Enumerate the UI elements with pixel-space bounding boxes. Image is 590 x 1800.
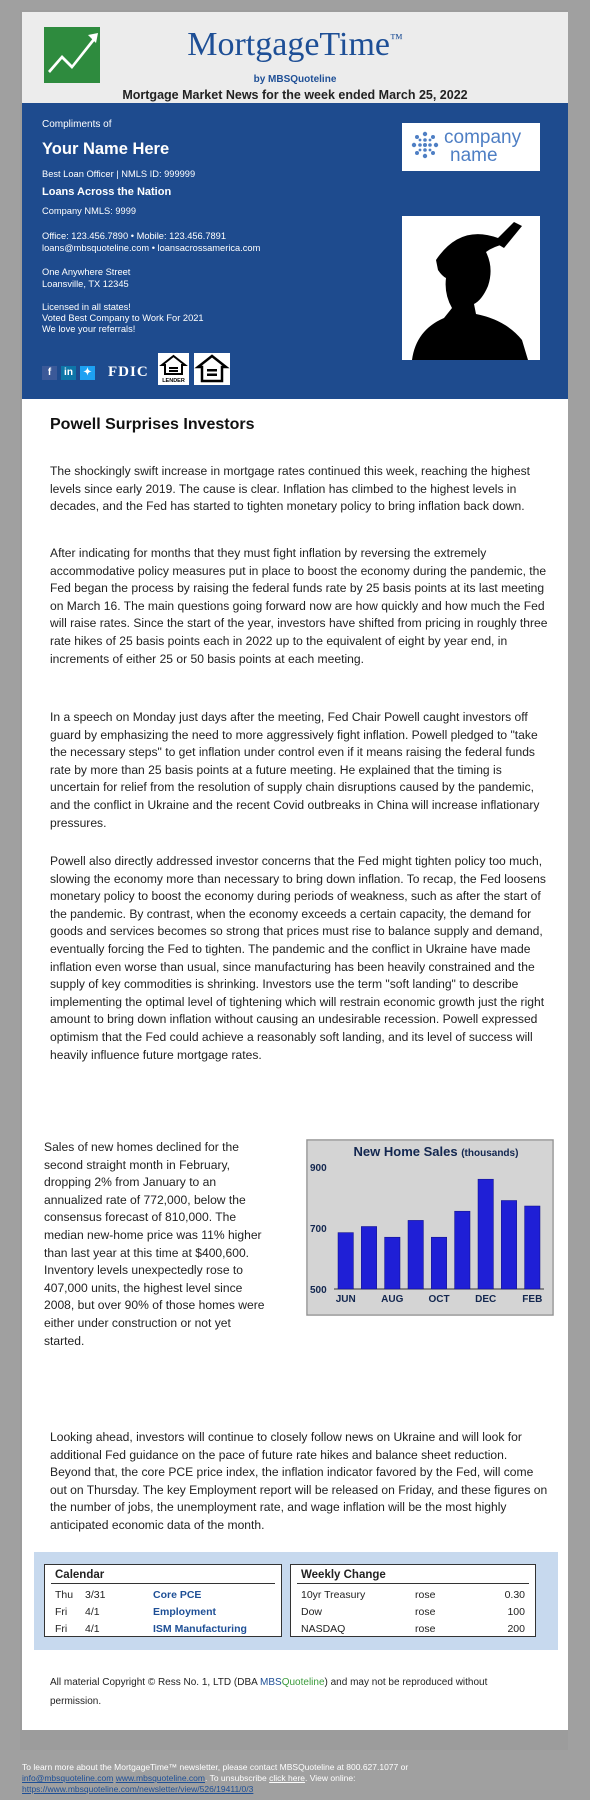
calendar-title: Calendar [55,1569,105,1581]
voted-note: Voted Best Company to Work For 2021 [42,313,204,323]
company-logo-icon [408,128,442,162]
weekly-change-table [290,1564,536,1637]
y-tick-label: 700 [310,1224,327,1235]
calendar-date: 3/31 [85,1589,106,1601]
compliments-label: Compliments of [42,119,112,130]
divider [297,1583,529,1584]
article-paragraph: The shockingly swift increase in mortgage rates continued this week, reaching the highest levels since early 2019. The cause is clear. Inflation has climbed to the highest levels in decades, and the Fed has started to tighten monetary policy to bring inflation back down. [50,464,530,514]
footer-text: To learn more about the MortgageTime™ newsletter, please contact MBSQuoteline at 800.627.1077 or [22,1762,409,1772]
chart-bar-dec [478,1179,493,1289]
weekly-item: Dow [301,1606,323,1618]
company-logo-text: company name [444,127,522,166]
article-paragraph: After indicating for months that they must fight inflation by reversing the extremely accommodative policy measures put in place to boost the economy during the pandemic, the Fed began the process by raising the federal funds rate by 25 basis points at its last meeting on March 16. The main questions going forward now are how quickly and how much the Fed will raise rates. Since the start of the year, investors have shifted from pricing in roughly three rate hikes of 25 basis points each in 2022 up to the equivalent of eight by year end, in increments of either 25 or 50 basis points at each meeting. [50,546,548,666]
footer-text: . To unsubscribe [205,1773,267,1783]
referrals-note: We love your referrals! [42,324,136,334]
licensed-note: Licensed in all states! [42,302,131,312]
newsletter-header [22,12,568,103]
divider [51,1583,275,1584]
facebook-icon[interactable]: f [42,366,57,380]
copyright-notice: All material Copyright © Ress No. 1, LTD (DBA MBSQuoteline) and may not be reproduced without permission. [50,1677,488,1707]
weekly-value: 0.30 [504,1589,525,1601]
svg-text:LENDER: LENDER [162,378,185,384]
x-tick-label: DEC [475,1294,497,1305]
newsletter-subtitle: Mortgage Market News for the week ended March 25, 2022 [122,88,468,102]
chart-bar-jun [338,1233,353,1289]
article-paragraph: In a speech on Monday just days after the meeting, Fed Chair Powell caught investors off guard by emphasizing the need to more aggressively fight inflation. Powell pledged to "take the necessary steps" to get inflation under control even if it means raising the federal funds rate by more than 25 basis points at a future meeting. He explained that the timing is uncertain for relief from the resolution of supply chain disruptions caused by the pandemic, and the conflict in Ukraine and the recent Covid outbreaks in China will increase inflationary pressures. [50,710,540,830]
article-paragraph: Powell also directly addressed investor concerns that the Fed might tighten policy too much, slowing the economy more than necessary to bring down inflation. To recap, the Fed loosens monetary policy to boost the economy during periods of weakness, such as after the start of the pandemic. By contrast, when the economy exceeds a certain capacity, the demand for goods and services becomes so strong that prices must rise to balance supply and demand, eventually forcing the Fed to tighten. The pandemic and the conflict in Ukraine have made inflation even worse than usual, since manufacturing has been heavily constrained and the supply of key commodities is shrinking. Investors use the term "soft landing" to describe implementing the optimal level of tightening which will restrain economic growth just the right amount to bring down inflation without causing an undesirable recession. Powell expressed optimism that the Fed could achieve a reasonably soft landing, and its level of success will heavily influence future mortgage rates. [50,854,546,1062]
footer-email-link[interactable]: info@mbsquoteline.com [22,1773,114,1783]
weekly-item: 10yr Treasury [301,1589,366,1601]
company-nmls: Company NMLS: 9999 [42,206,137,216]
chart-bar-jan [501,1201,516,1290]
article-title: Powell Surprises Investors [50,416,255,433]
agent-photo [402,216,540,360]
unsubscribe-link[interactable]: click here [269,1773,306,1783]
calendar-event: Employment [153,1606,217,1618]
calendar-date: 4/1 [85,1623,100,1635]
twitter-icon[interactable]: ✦ [80,366,95,380]
calendar-day: Fri [55,1623,68,1635]
outlook-paragraph: Looking ahead, investors will continue to closely follow news on Ukraine and will look for additional Fed guidance on the pace of future rate hikes and balance sheet reduction. Beyond that, the core PCE price index, the inflation indicator favored by the Fed, will come out on Thursday. The key Employment report will be released on Friday, and these figures on the number of jobs, the unemployment rate, and wage inflation will be the most highly anticipated economic data of the month. [50,1430,548,1532]
agent-street: One Anywhere Street [42,267,131,277]
footer-site-link[interactable]: www.mbsquoteline.com [115,1773,205,1783]
x-tick-label: AUG [381,1294,404,1305]
chart-bar-oct [431,1237,446,1289]
chart-bar-feb [525,1206,540,1289]
chart-svg [306,1139,554,1316]
weekly-direction: rose [415,1606,436,1618]
new-home-sales-text: Sales of new homes declined for the second straight month in February, dropping 2% from January to an annualized rate of 772,000, below the consensus forecast of 810,000. The median new-home price was 11% higher than last year at this time at $400,600. Inventory levels unexpectedly rose to 407,000 units, the highest level since 2008, but over 90% of those homes were either under construction or not yet started. [44,1140,265,1348]
brand-by-line: by MBSQuoteline [253,74,337,85]
agent-city: Loansville, TX 12345 [42,279,129,289]
y-tick-label: 900 [310,1163,327,1174]
agent-info-panel [22,103,568,399]
chart-bar-nov [455,1211,470,1289]
newsletter-footer [22,1762,582,1795]
chart-bar-aug [385,1237,400,1289]
y-tick-label: 500 [310,1285,327,1296]
weekly-direction: rose [415,1623,436,1635]
weekly-direction: rose [415,1589,436,1601]
calendar-day: Fri [55,1606,68,1618]
x-tick-label: OCT [428,1294,450,1305]
weekly-item: NASDAQ [301,1623,346,1635]
calendar-event: Core PCE [153,1589,202,1601]
chart-title: New Home Sales (thousands) [353,1144,519,1159]
social-links [42,365,95,381]
weekly-title: Weekly Change [301,1569,386,1581]
x-tick-label: FEB [522,1294,543,1305]
equal-housing-opportunity-icon [194,353,230,385]
calendar-table [44,1564,282,1637]
equal-housing-lender-icon [158,353,189,385]
agent-name: Your Name Here [42,140,170,158]
agent-phones: Office: 123.456.7890 • Mobile: 123.456.7891 [42,231,226,241]
agent-emails[interactable]: loans@mbsquoteline.com • loansacrossamerica.com [42,243,261,253]
x-tick-label: JUN [335,1294,356,1305]
company-logo [402,123,540,171]
weekly-value: 200 [507,1623,525,1635]
calendar-day: Thu [55,1589,74,1601]
calendar-date: 4/1 [85,1606,100,1618]
chart-bar-sep [408,1220,423,1289]
newsletter-content [22,399,568,1730]
agent-silhouette-icon [402,216,540,360]
linkedin-icon[interactable]: in [61,366,76,380]
agent-title: Best Loan Officer | NMLS ID: 999999 [42,169,196,179]
fdic-logo: FDIC [108,364,149,380]
view-online-link[interactable]: https://www.mbsquoteline.com/newsletter/view/526/19411/0/3 [22,1784,254,1794]
weekly-value: 100 [507,1606,525,1618]
agent-company: Loans Across the Nation [42,186,172,198]
data-tables [34,1552,558,1650]
calendar-event: ISM Manufacturing [153,1623,247,1635]
chart-bar-jul [361,1227,376,1290]
brand-title: MortgageTime™ [187,26,403,63]
new-home-sales-chart [306,1139,554,1316]
footer-text: . View online: [305,1773,356,1783]
